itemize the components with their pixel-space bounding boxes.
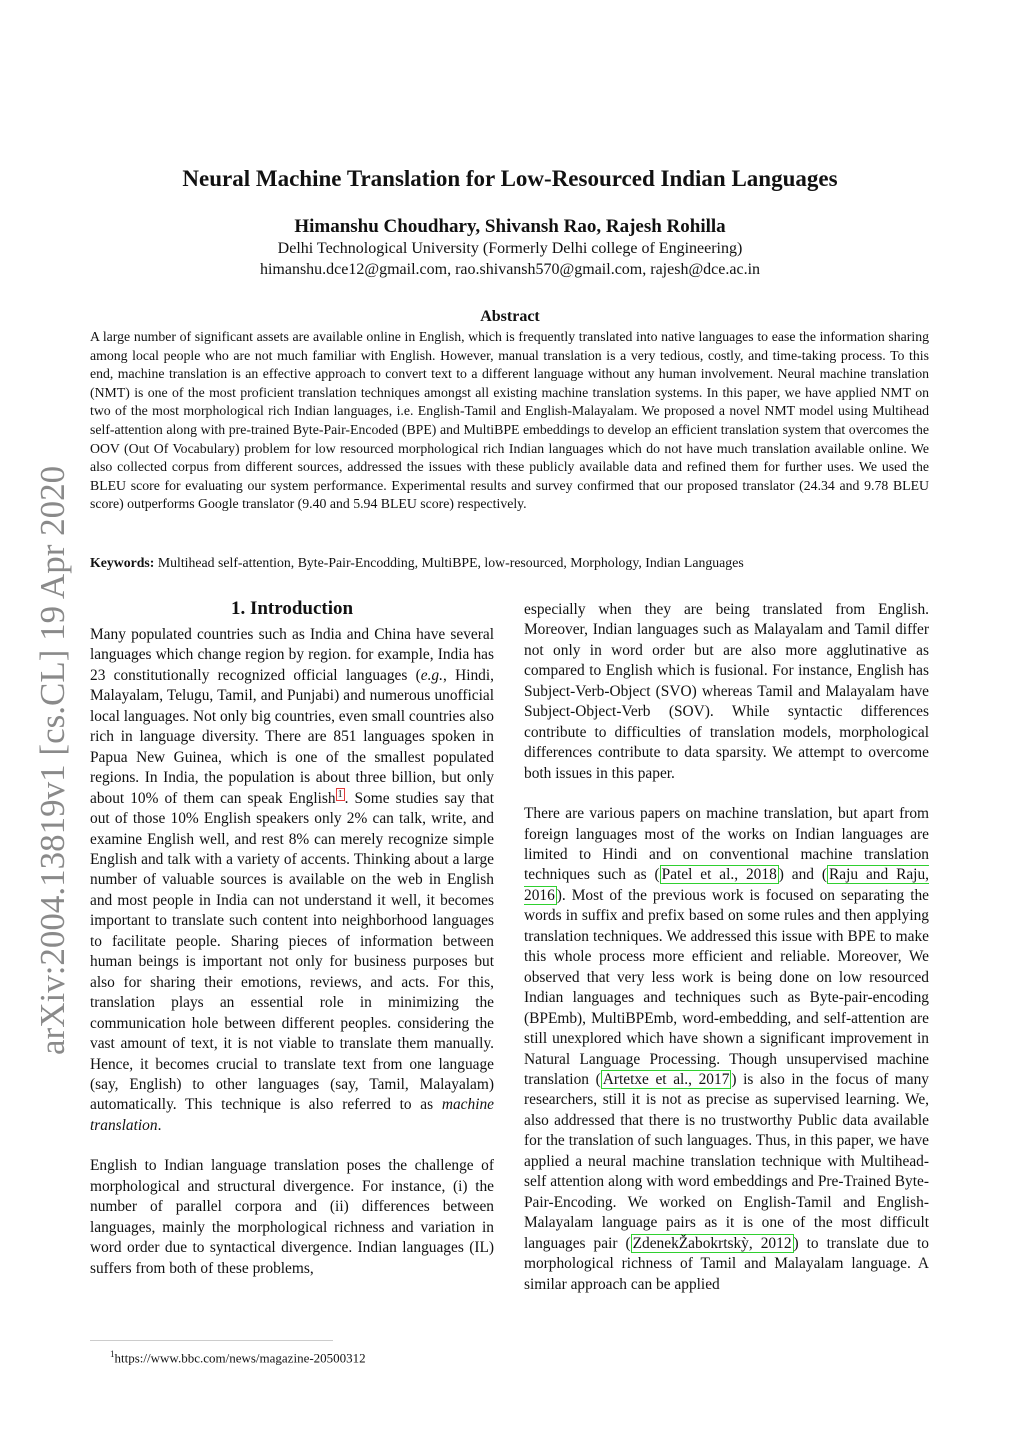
text-run: . [157,1116,162,1134]
intro-paragraph-2: English to Indian language translation poses the challenge of morphological and structural divergence. For instance, (i) the number of parallel corpora and (ii) differences between languages, mainly the morphological richness and variation in word order due to syntactical divergence. Indian languages (IL) suffers from both of these problems, [90,1157,494,1277]
footnote-marker: 1 [110,1349,115,1359]
section-heading-introduction: 1. Introduction [230,598,354,619]
keywords-label: Keywords: [90,555,155,570]
abstract-text: A large number of significant assets are available online in English, which is frequently translated into native languages to ease the information sharing among local people who are not much familiar with English. However, manual translation is a very tedious, costly, and time-taking process. To this end, machine translation is an effective approach to convert text to a different language without any human involvement. Neural machine translation (NMT) is one of the most proficient translation techniques amongst all existing machine translation systems. In this paper, we have applied NMT on two of the most morphological rich Indian languages, i.e. English-Tamil and English-Malayalam. We proposed a novel NMT model using Multihead self-attention along with pre-trained Byte-Pair-Encoded (BPE) and MultiBPE embeddings to develop an efficient translation system that overcomes the OOV (Out Of Vocabulary) problem for low resourced morphological rich Indian languages which do not have much translation available online. We also collected corpus from different sources, addressed the issues with these publicly available data and refined them for further uses. We used the BLEU score for evaluating our system performance. Experimental results and survey confirmed that our proposed translator (24.34 and 9.78 BLEU score) outperforms Google translator (9.40 and 5.94 BLEU score) respectively. [90,329,929,512]
right-column [524,600,929,1295]
keywords-list: Multihead self-attention, Byte-Pair-Encodding, MultiBPE, low-resourced, Morphology, Indian Languages [157,555,744,570]
intro-paragraph-1 [90,625,494,1136]
abstract-heading: Abstract [480,308,540,325]
citation-link[interactable]: Patel et al., 2018 [661,866,777,884]
text-run: , Hindi, Malayalam, Telugu, Tamil, and Punjabi) and numerous unofficial local languages. Not only big countries, even small countries also rich in language diversity. There are 851 languages spoken in Papua New Guinea, which is one of the smallest populated regions. In India, the population is about three billion, but only about 10% of them can speak English [90,666,494,807]
intro-paragraph-3: especially when they are being translated from English. Moreover, Indian languages such as Malayalam and Tamil differ not only in word order but are also more agglutinative as compared to English which is fusional. For instance, English has Subject-Verb-Object (SVO) whereas Tamil and Malayalam have Subject-Object-Verb (SOV). While syntactic differences contribute to difficulties of translation models, morphological differences contribute to data sparsity. We attempt to overcome both issues in this paper. [524,601,929,782]
text-run: There are various papers on machine translation, but apart from foreign languages most of the works on Indian languages are limited to Hindi and on conventional machine translation techniques such as ( [524,805,929,884]
paper-title: Neural Machine Translation for Low-Resourced Indian Languages [182,166,838,191]
text-run: ). Most of the previous work is focused on separating the words in suffix and prefix based on some rules and then applying translation techniques. We addressed this issue with BPE to make this whole process more efficient and reliable. Moreover, We observed that very less work is being done on low resourced Indian languages and techniques such as Byte-pair-encoding (BPEmb), MultiBPEmb, word-embedding, and self-attention are still unexplored which have shown a significant improvement in Natural Language Processing. Though unsupervised machine translation ( [524,886,929,1088]
intro-paragraph-4 [524,804,929,1295]
keywords [90,554,929,572]
text-run: ) is also in the focus of many researchers, still it is not as precise as supervised learning. We, also addressed that there is no trustworthy Public data available for the translation of such languages. Thus, in this paper, we have applied a neural machine translation technique with Multihead-self attention along with word embeddings and Pre-Trained Byte-Pair-Encoding. We worked on English-Tamil and English-Malayalam language pairs as it is one of the most difficult languages pair ( [524,1070,929,1252]
footnote-divider [90,1340,333,1341]
author-emails: himanshu.dce12@gmail.com, rao.shivansh570@gmail.com, rajesh@dce.ac.in [259,261,761,278]
text-run: Many populated countries such as India and China have several languages which change region by region. for example, India has 23 constitutionally recognized official languages ( [90,626,494,684]
text-run: ) to translate due to morphological richness of Tamil and Malayalam language. A similar approach can be applied [524,1234,929,1293]
citation-link[interactable]: ZdenekŽabokrtskỳ, 2012 [632,1234,792,1252]
footnote [110,1345,366,1367]
footnote-link[interactable]: 1 [337,788,343,800]
footnote-url[interactable]: https://www.bbc.com/news/magazine-20500312 [114,1350,366,1366]
text-run-italic: machine translation [90,1096,494,1134]
text-run: ) and ( [778,866,828,884]
arxiv-identifier: arXiv:2004.13819v1 [cs.CL] 19 Apr 2020 [33,465,72,1055]
left-column [90,596,494,1279]
author-list: Himanshu Choudhary, Shivansh Rao, Rajesh Rohilla [294,216,726,237]
text-run-italic: e.g. [420,666,443,684]
citation-link[interactable]: Artetxe et al., 2017 [602,1070,730,1088]
text-run: . Some studies say that out of those 10% English speakers only 2% can talk, write, and examine English well, and rest 8% can merely recognize simple English and talk with a variety of accents. Thinking about a large number of valuable sources is available on the web in English and most people in India can not understand it well, it becomes important to translate such content into neighborhood languages to facilitate people. Sharing pieces of information between human beings is important not only for business purposes but also for sharing their emotions, reviews, and acts. For this, translation plays an essential role in minimizing the communication hole between different peoples. considering the vast amount of text, it is not viable to translate them manually. Hence, it becomes crucial to translate text from one language (say, English) to other languages (say, Tamil, Malayalam) automatically. This technique is also referred to as [90,789,494,1114]
citation-link[interactable]: Raju and Raju, 2016 [524,866,929,904]
affiliation: Delhi Technological University (Formerly Delhi college of Engineering) [277,240,743,257]
